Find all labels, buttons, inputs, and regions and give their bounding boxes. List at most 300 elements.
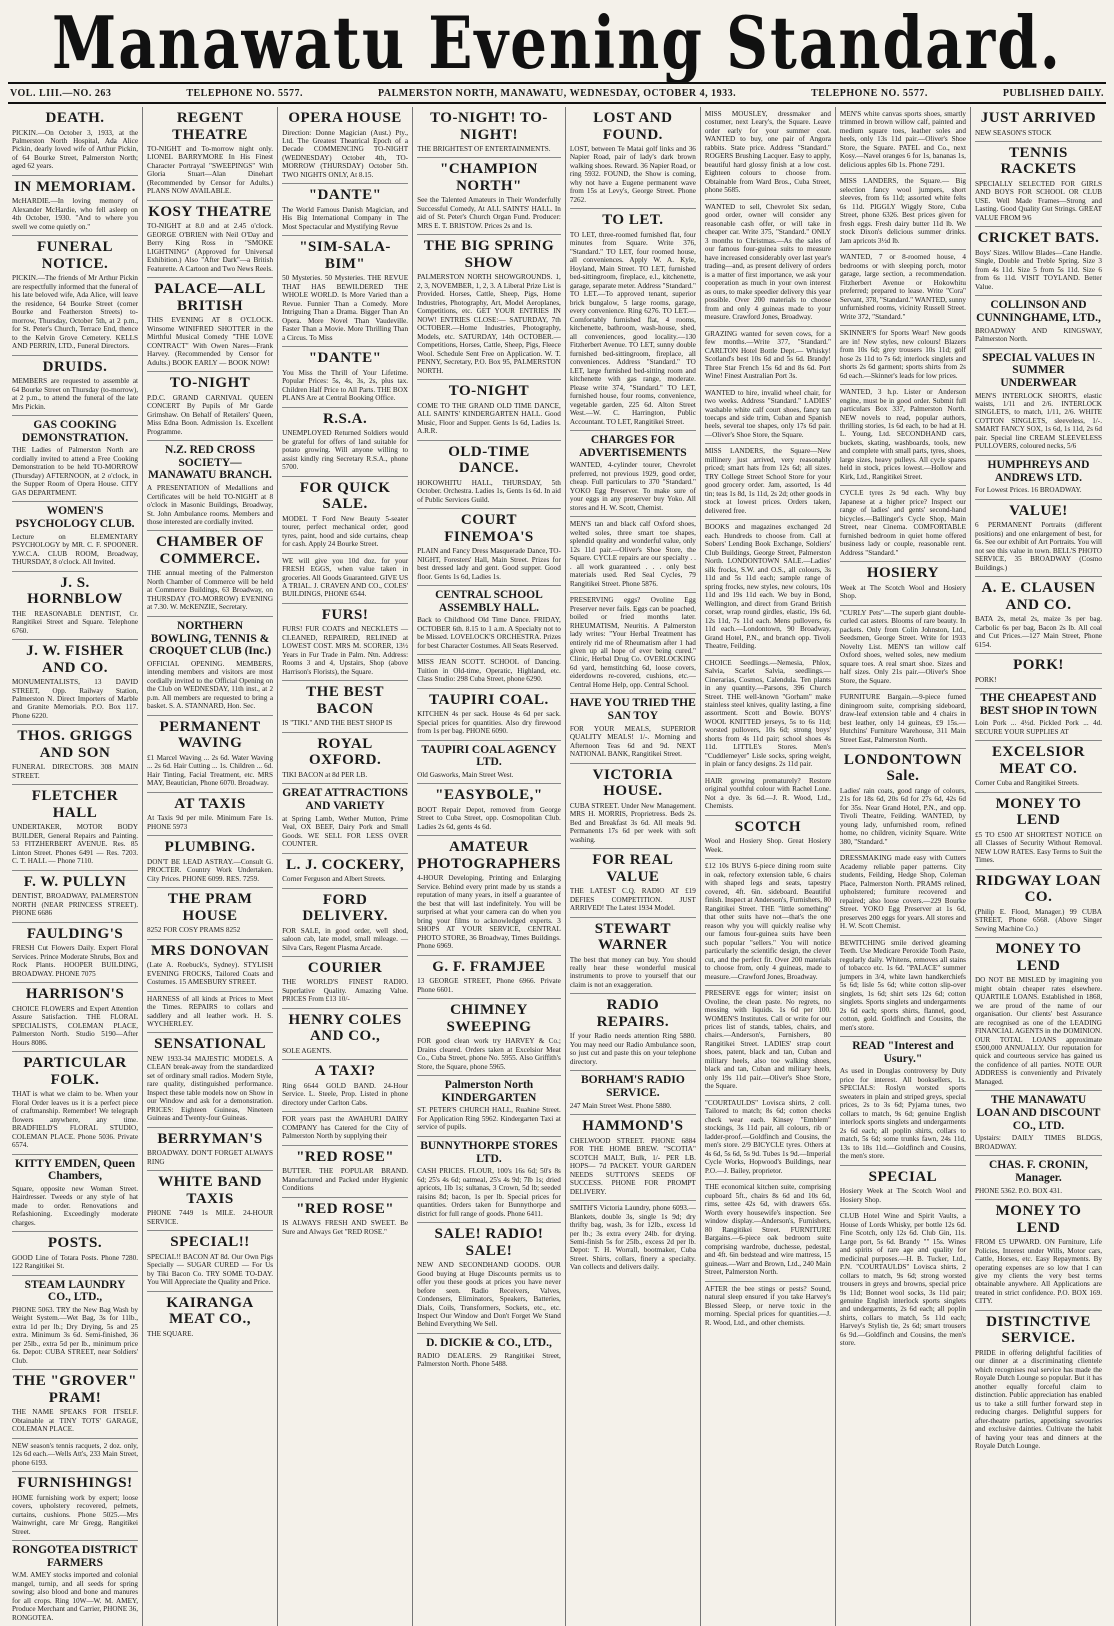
advertisement-heading: BORHAM'S RADIO SERVICE.	[580, 1074, 685, 1100]
advertisement-heading: CHAMBER OF COMMERCE.	[156, 534, 264, 567]
advertisement-heading: MONEY TO LEND	[995, 795, 1082, 829]
advertisement	[570, 1071, 696, 1115]
advertisement	[570, 209, 696, 431]
advertisement	[282, 347, 408, 407]
advertisement	[705, 520, 831, 655]
advertisement	[840, 562, 966, 605]
advertisement-text: PHONE 5362. P.O. BOX 431.	[974, 1186, 1063, 1195]
advertisement-heading: A. E. CLAUSEN AND CO.	[981, 580, 1096, 613]
advertisement-text: Corner Ferguson and Albert Streets.	[282, 875, 386, 884]
advertisement-text: £12 10s BUYS 6-piece dining room suite in oak, refectory extension table, 6 chairs with shaped legs and seats, tapestry covered, 4ft. 6in. sideboard. Beautiful finish. Inspect at Anderson's, Furnishers, 80 Rangitikei Street. THE "little something" that other suits have not—that's the one reason why you will quickly realise why our famous four-guinea suits have been such popular "sellers." You will notice particularly the scientific design, the clever cut, and the perfect fit. Over 200 materials to choose from, only 4 guineas, made to measure.—Crawford Jones, Broadway.	[704, 862, 831, 981]
advertisement-heading: A TAXI?	[314, 1063, 376, 1080]
advertisement-heading: PARTICULAR FOLK.	[23, 1055, 127, 1088]
column-2	[143, 107, 278, 1626]
advertisement-heading: TAUPIRI COAL AGENCY LTD.	[421, 743, 557, 769]
advertisement	[705, 386, 831, 445]
advertisement-heading: NORTHERN BOWLING, TENNIS & CROQUET CLUB (Inc.)	[148, 619, 272, 658]
advertisement-text: If your Radio needs attention Ring 5880. You may need our Radio Ambulance soon, so just cut and paste this on your telephone directory.	[569, 1032, 696, 1066]
advertisement	[417, 509, 561, 586]
advertisement-text: 247 Main Street West. Phone 5880.	[569, 1101, 672, 1110]
advertisement-text: "COURTAULDS" Lovisca shirts, 2 coll. Tailored to match; 8s 6d; cotton checks check wear each. Kinsey "Emblem" stockings, 3s 11d pair, all colours, rib or ladder-proof.—Goldfinch and Cousins, the men's store. 2/9 BICYCLE tyres. Others at 4s 6d, 5s 6d, 5s 9d. Tubes 1s 9d.—Imperial Cycle Works, Hopwood's Buildings, near P.O.—J. Bailey, proprietor.	[704, 1098, 831, 1175]
advertisement-heading: RONGOTEA DISTRICT FARMERS	[12, 1544, 138, 1569]
advertisement	[840, 174, 966, 250]
advertisement-heading: HARRISON'S	[25, 986, 125, 1003]
advertisement	[12, 1276, 138, 1371]
advertisement-text: FOR years past the AWAHURI DAIRY COMPANY has Catered for the City of Palmerston North by supplying their	[282, 1115, 409, 1141]
advertisement-text: THE LATEST C.Q. RADIO AT £19 DEFIES COMPETITION. JUST ARRIVED! The Latest 1934 Model.	[569, 887, 696, 913]
advertisement-text: PHONE 7449 1s MILE. 24-HOUR SERVICE.	[147, 1209, 274, 1226]
advertisement	[705, 1096, 831, 1180]
advertisement-heading: CENTRAL SCHOOL ASSEMBLY HALL.	[435, 589, 543, 614]
advertisement-heading: CRICKET BATS.	[977, 230, 1100, 247]
advertisement	[570, 593, 696, 694]
advertisement	[12, 785, 138, 870]
advertisement-heading: LOST AND FOUND.	[593, 110, 673, 143]
advertisement-text: 6 PERMANENT Portraits (different positions) and one enlargement of best, for 6s. See our exhibit of Art Portraits. You will not see this value in town. BELL'S PHOTO SERVICE, 35 BROADWAY (Cosmo Buildings.)	[974, 521, 1102, 572]
advertisement	[417, 836, 561, 955]
advertisement-heading: COURIER	[307, 959, 383, 976]
advertisement-heading: PERMANENT WAVING	[159, 718, 261, 752]
advertisement	[12, 1472, 138, 1541]
advertisement-text: £5 TO £500 AT SHORTEST NOTICE on all Classes of Security Without Removal. NEW LOW RATES. Easy Terms to Suit the Times.	[974, 830, 1102, 865]
advertisement-text: WANTED, 7 or 8-roomed house, 4 bedrooms or with sleeping porch, motor garage, large section, a recommendation. Fitzherbert Avenue or Hokowhitu preferred; prepared to lease. Write "Cora" Servant, 378, "Standard." WANTED, sunny unfurnished rooms, vicinity Russell Street. Write 372, "Standard."	[839, 253, 966, 321]
advertisement-heading: SENSATIONAL	[154, 1036, 266, 1053]
advertisement	[570, 107, 696, 209]
advertisement	[570, 849, 696, 917]
advertisement	[147, 940, 273, 992]
advertisement	[282, 604, 408, 681]
advertisement-text: THE NAME SPEAKS FOR ITSELF. Obtainable at TINY TOTS' GARAGE, COLEMAN PLACE.	[12, 1408, 139, 1434]
advertisement	[417, 655, 561, 688]
column-7	[836, 107, 971, 1626]
advertisement-heading: Palmerston North KINDERGARTEN	[441, 1079, 537, 1104]
advertisement-text: SPECIAL!! BACON AT 8d. Our Own Pigs Specially — SUGAR CURED — For Us by Tiki Bacon Co. TRY SOME TO-DAY. You Will Appreciate the Quality and Price.	[147, 1252, 274, 1287]
advertisement-text: UNEMPLOYED Returned Soldiers would be grateful for offers of land suitable for potato growing. Will anyone willing to assist kindly ring Secretary R.S.A., phone 5700.	[282, 429, 409, 472]
advertisement-text: THE annual meeting of the Palmerston North Chamber of Commerce will be held at Commerce Buildings, 63 Broadway, on THURSDAY (TO-MORROW) EVENING at 7.30. W. McKENZIE, Secretary.	[147, 569, 274, 612]
advertisement-text: THE economical kitchen suite, comprising cupboard 5ft., chairs 8s 6d and 10s 6d, rims, settee 42s 6d, with drawers 65s. Worth every housewife's inspection. See window display.—Anderson's, Furnishers, 80 Rangitikei Street. FURNITURE Bargains.—6-piece oak bedroom suite comprising wardrobe, duchesse, pedestal, and 4ft. 6in bedstead and wire mattress, 15 guineas.—Warr and Brown, Ltd., 240 Main Street, Palmerston North.	[704, 1183, 831, 1277]
advertisement-text: SMITH'S Victoria Laundry, phone 6093.—Blankets, double 3s, single 1s 9d; dry thrifty bag, wash, 3s for 12lb., excess 1d per lb.; 3s extra every 24lb. for drying. Semi-finish 5s for 25lb., excess 2d per lb. Depot: T. H. Worrall, bootmaker, Cuba Street. Shirts, collars, finery a specialty. Van collects and delivers daily.	[569, 1204, 696, 1272]
advertisement-text: Wool and Hosiery Shop. Great Hosiery Week.	[704, 837, 831, 854]
advertisement-text: 4-HOUR Developing, Printing and Enlarging Service. Behind every print made by us stands a reputation of many years, in itself a guarantee of the best that will last indefinitely. You will be surprised at what your camera can do when you bring your films to acknowledged experts. 3 SHOPS AT YOUR SERVICE, CENTRAL PHOTO STORE, 36 Broadway, Times Buildings. Phone 6969.	[417, 874, 561, 951]
advertisement-heading: DRUIDS.	[42, 358, 108, 375]
advertisement	[840, 1037, 966, 1166]
advertisement	[12, 1052, 138, 1154]
advertisement-text: DO NOT BE MISLED by imagining you might obtain cheaper rates elsewhere. QUARTILE LOANS. Established in 1868, we are proud of the name of our organisation. Our clients' best Assurance are recognised as one of the LEADING FINANCIAL AGENTS in the DOMINION. OUR TOTAL LOANS approximate £500,000 ANNUALLY. Our reputation for quick and courteous service has gained us the confidence of all parties. NOTE OUR ADDRESS is conveniently and Privately Managed.	[974, 976, 1102, 1086]
advertisement	[147, 201, 273, 278]
advertisement	[282, 408, 408, 477]
advertisement-heading: THE MANAWATU LOAN AND DISCOUNT CO., LTD.	[976, 1094, 1101, 1132]
advertisement-heading: FORD DELIVERY.	[302, 891, 388, 925]
advertisement-text: FOR YOUR MEALS, SUPERIOR QUALITY MEALS! 1/-. Morning and Afternoon Teas 6d and 9d. NEXT NATIONAL BANK, Rangitikei Street.	[569, 724, 696, 759]
advertisement-heading: AT TAXIS	[174, 795, 246, 812]
advertisement-heading: "DANTE"	[308, 350, 382, 367]
advertisement	[282, 1146, 408, 1198]
advertisement-text: PRIDE in offering delightful facilities of our dinner at a discriminating clientele which recognises real service has made the Royale Dutch Lounge so popular. But it has another equally forceful claim to distinction. Public appreciation has enabled us to take a still further forward step in reducing charges. Delightful suppers for after-theatre parties, appetising savouries and exclusive dainties. Cultivate the habit of having your teas and dinners at the Royale Dutch Lounge.	[974, 1348, 1102, 1451]
advertisement-heading: POSTS.	[47, 1235, 103, 1252]
columns	[8, 107, 1106, 1622]
advertisement-text: Direction: Donne Magician (Aust.) Pty., Ltd. The Greatest Theatrical Epoch of a Decade COMMENCING TO-NIGHT (WEDNESDAY) October 4th, TO-MORROW (THURSDAY) October 5th. TWO NIGHTS ONLY, At 8.15.	[282, 128, 409, 179]
advertisement-text: THE REASONABLE DENTIST, Cr. Rangitikei Street and Square. Telephone 6760.	[12, 609, 139, 635]
advertisement	[975, 107, 1102, 142]
advertisement-text: CASH PRICES. FLOUR, 100's 16s 6d; 50's 8s 6d; 25's 4s 6d; oatmeal, 25's 4s 9d; 7lb 1s; dried apricots, 1lb 1s; sultanas, 3 Crown, 5d lb; seeded raisins 8d; bacon, 1s per lb. Special prices for quantities. Orders taken for Bunnythorpe and district for full range of goods. Phone 6411.	[417, 1167, 561, 1218]
advertisement-text: MEN'S white canvas sports shoes, smartly trimmed in brown willow calf, painted and medium square toes, leather soles and heels, only 13s 11d pair.—Oliver's Shoe Store, the Square. PATEL and Co., next Kosy.—Navel oranges 6 for 1s, bananas 1s, delicious apples 6lb 1s. Phone 7291.	[839, 110, 966, 169]
advertisement	[840, 1166, 966, 1209]
advertisement-text: Square, opposite new Woman Street. Hairdresser. Tweeds or any style of hat made to order. Renovations and Refashioning. Exceedingly moderate charges.	[12, 1184, 139, 1227]
advertisement-text: The World Famous Danish Magician, and His Big International Company in The Most Spectacular and Mystifying Revue	[282, 205, 409, 231]
advertisement	[282, 854, 408, 889]
advertisement	[417, 1137, 561, 1223]
advertisement	[705, 327, 831, 386]
advertisement	[975, 296, 1102, 348]
advertisement	[840, 250, 966, 326]
advertisement-text: PALMERSTON NORTH SHOWGROUNDS. 1, 2, 3, NOVEMBER, 1, 2, 3. A Liberal Prize List is Provided. Horses, Cattle, Sheep, Pigs, Home Industries, Photography, Art, Model Aeroplanes, Competitions, etc. GET YOUR ENTRIES IN NOW! ENTRIES CLOSE:— SATURDAY, 7th OCTOBER.—Home Industries, Photography, Models, etc. SATURDAY, 14th OCTOBER.—Competitions, Horses, Cattle, Sheep, Pigs, Fleece Wool. Schedule Sent Free on Application. W. T. PENNY, Secretary, P.O. Box 95, PALMERSTON NORTH.	[417, 273, 561, 375]
advertisement-heading: AMATEUR PHOTOGRAPHERS	[417, 839, 561, 872]
advertisement	[975, 577, 1102, 654]
advertisement	[975, 142, 1102, 227]
advertisement	[975, 1200, 1102, 1311]
advertisement	[282, 889, 408, 957]
advertisement	[975, 870, 1102, 938]
advertisement-text: McHARDIE.—In loving memory of Alexander McHardie, who fell asleep on 4th October, 1930. "And to where you swell we come quietly on."	[12, 197, 139, 231]
advertisement-text: COME TO THE GRAND OLD TIME DANCE, ALL SAINTS' KINDERGARTEN HALL. Good Music, Floor and Supper. Gents 1s 6d, Ladies 1s. A.R.R.	[417, 401, 561, 436]
advertisement-heading: KITTY EMDEN, Queen Chambers,	[15, 1157, 136, 1183]
advertisement	[147, 793, 273, 836]
advertisement-text: CYCLE tyres 2s 9d each. Why buy Japanese at a higher price? Inspect our range of ladies' and gents' second-hand bicycles.—Ballinger's Cycle Shop, Main Street, near Cinema. COMFORTABLE furnished bedroom in quiet home offered business lady or couple, reasonable rent. Address "Standard."	[839, 489, 966, 557]
advertisement-heading: OPERA HOUSE	[288, 110, 402, 126]
advertisement-heading: BUNNYTHORPE STORES LTD.	[420, 1139, 558, 1165]
advertisement-text: FROM £5 UPWARD. ON Furniture, Life Policies, Interest under Wills, Motor cars, Cattle, Horses, etc. Easy Repayments. By operating expenses are so low that I can give my clients the very best terms obtainable anywhere. All Applications are treated in strict confidence. P.O. BOX 169. CITY.	[974, 1238, 1102, 1306]
advertisement	[282, 733, 408, 784]
advertisement-heading: GAS COOKING DEMONSTRATION.	[21, 419, 129, 444]
advertisement	[705, 986, 831, 1096]
advertisement-text: MISS LANDERS, the Square.— Big selection fancy wool jumpers, short sleeves, from 6s 11d; assorted white felts 6s 11d. PIGGLY Wiggly Store, Cuba Street, phone 6326. Best prices given for fresh eggs. Fresh dairy butter 11d lb. We stock Dixon's delicious summer drinks. Jam apricots 3½d lb.	[839, 177, 966, 245]
advertisement	[282, 236, 408, 347]
advertisement-text: DRESSMAKING made easy with Cutters Academy reliable paper patterns. City students, Feilding, Hedge Shop, Coleman Place, Palmerston North. PRAMS relined, upholstered; furniture recovered and repaired; also loose covers.—229 Bourke Street. YOKO Egg Preserver at 1s 6d, preserves 200 eggs for years. All stores and H. W. Scott Chemist.	[839, 854, 966, 931]
advertisement	[975, 1156, 1102, 1200]
advertisement-heading: N.Z. RED CROSS SOCIETY— MANAWATU BRANCH.	[148, 444, 272, 482]
advertisement	[147, 836, 273, 888]
advertisement-heading: MRS DONOVAN	[150, 942, 270, 959]
advertisement-heading: "SIM-SALA-BIM"	[299, 239, 391, 272]
advertisement-text: (Philip E. Flood, Manager.) 99 CUBA STREET, Phone 6568. (Above Singer Sewing Machine Co.)	[974, 907, 1102, 933]
advertisement-heading: KAIRANGA MEAT CO.,	[166, 1294, 254, 1328]
advertisement-text: FUNERAL DIRECTORS. 308 MAIN STREET.	[12, 763, 139, 780]
advertisement	[417, 784, 561, 836]
advertisement-heading: FOR REAL VALUE	[592, 852, 674, 885]
advertisement-text: BOOKS and magazines exchanged 2d each. Hundreds to choose from. Call at Sobers' Lending Book Exchange, Soldiers' Club Buildings, George Street, Palmerston North. LONDONTOWN SALE.—Ladies' silk frocks, S.W. and O.S., all colours, 3s 11d and 5s 11d each; sample range of spring frocks, new styles, new colours, 10s 11d and 19s 11d each. We buy in Bond, Wellington, and direct from Grand British corset, wrap round girdles, elastic, 19s 6d, 12s 11d, 7s 11d each. Mens pullovers, 6s 11d each.—Londontown, 90 Broadway, Grand Hotel, P.N., and branch opp. Tivoli Theatre, Feilding.	[704, 523, 831, 651]
advertisement-heading: FLETCHER HALL	[31, 788, 119, 821]
advertisement-heading: THE CHEAPEST AND BEST SHOP IN TOWN	[979, 691, 1098, 717]
advertisement-text: THIS EVENING AT 8 O'CLOCK. Winsome WINIFRED SHOTTER in the Mirthful Musical Comedy "THE LOVE CONTRACT" With Owen Nares—Frank Harvey. (Recommended by Censor for Adults.) BOOK EARLY — BOOK NOW!	[147, 316, 274, 367]
advertisement	[417, 158, 561, 235]
advertisement-heading: JUST ARRIVED	[980, 110, 1097, 126]
advertisement	[12, 176, 138, 236]
advertisement-heading: CHAS. F. CRONIN, Manager.	[989, 1159, 1088, 1184]
advertisement-heading: HAMMOND'S	[582, 1118, 684, 1135]
advertisement-text: FRESH Cut Flowers Daily. Expert Floral Services. Prince Moderate Shrubs, Box and Rock Plants. HOOPER BUILDING, BROADWAY. PHONE 7075	[12, 944, 139, 978]
advertisement	[570, 694, 696, 763]
advertisement-heading: KOSY THEATRE	[148, 203, 272, 220]
advertisement-text: LOST, between Te Matai golf links and 36 Napier Road, pair of lady's dark brown walking shoes. Reward. 36 Napier Road, or ring 5932. FOUND, the Show is coming, why not have a Eugene permanent wave from 15s at Levy's, George Street. Phone 7262.	[569, 145, 696, 204]
advertisement-heading: "CHAMPION NORTH"	[440, 161, 538, 194]
advertisement-text: See the Talented Amateurs in Their Wonderfully Successful Comedy, At ALL SAINTS' HALL. In aid of St. Peter's Church Organ Fund. Producer: MRS E. T. BRISTOW. Prices 2s and 1s.	[417, 196, 561, 230]
advertisement-text: MEMBERS are requested to assemble at 64 Bourke Street on Thursday (to-morrow), at 2 p.m., to attend the funeral of the late Mrs Pickin.	[12, 377, 139, 411]
advertisement-text: PHONE 5063. TRY the New Bag Wash by Weight System.—Wet Bag, 3s for 11lb., extra 1d per lb.; Dry Drying, 5s and 25 extra. Minimum 3s 6d. Semi-finished, 36 per 25lb., extra 5d per lb., minimum price 6s. Depot: CUBA STREET, near Soldiers' Club.	[12, 1305, 139, 1365]
advertisement	[12, 236, 138, 355]
advertisement-text: KITCHEN 4s per sack. House 4s 6d per sack. Special prices for quantities. Also dry firewood from 1s per bag. PHONE 6090.	[417, 710, 561, 736]
advertisement-text: WANTED, 3 h.p. Lister or Anderson engine, must be in good order. Submit full particulars Box 337, Palmerston North. NEW novels to read, popular authors, thrilling stories, 1s 6d each, to be had at H. L. Young, Ltd. SECONDHAND cars, buckets, skating, washboards, tools, new and complete with small parts, tyres, shoes, large sizes, heavy pulleys. All cycle spares held in stock, prices lowest.—Hollow and Kirk, Ltd., Rangitikei Street.	[839, 388, 966, 481]
advertisement-text: TIKI BACON at 8d PER LB.	[282, 770, 368, 779]
advertisement-text: As used in Douglas controversy by Duty price for interest. All booksellers, 1s. SPECIALS: Roslyn worsted sports sweaters in plain and striped greys, special prices, 2s to 3s 6d; Pyjama tunes, two collars to match, 9s 6d; genuine English interlock sports singlets and undergarments 2s 6d each; all poplin shirts, collars to match, 5s 6d; some trunks fawn, 24s 11d, 13s to 18s 11d.—Goldfinch and Cousins, the men's store.	[839, 1067, 966, 1161]
advertisement	[12, 107, 138, 176]
advertisement	[705, 200, 831, 327]
advertisement	[840, 326, 966, 385]
advertisement-text: UNDERTAKER, MOTOR BODY BUILDER, General Repairs and Painting. 53 FITZHERBERT AVENUE. Res. 85 Linton Street. Phones 6491 — Res. 7203. C. T. HALL — Phone 7110.	[12, 823, 139, 866]
advertisement	[705, 656, 831, 774]
advertisement-text: IS "TIKI." AND THE BEST SHOP IS	[282, 719, 393, 728]
advertisement-heading: "RED ROSE"	[296, 1200, 395, 1217]
advertisement-heading: MONEY TO LEND	[995, 941, 1082, 974]
advertisement	[975, 227, 1102, 296]
advertisement-text: FURS! FUR COATS and NECKLETS —CLEANED, REPAIRED, RELINED at LOWEST COST. MRS M. SCORER, 13½ Years in Fur Trade in Palm. Ntn. Address: Rooms 3 and 4, Upstairs, Shop (above Harrison's Florists), the Square.	[282, 625, 409, 676]
advertisement-text: Ladies' rain coats, good range of colours, 21s for 18s 6d, 20s 6d for 27s 6d, 42s 6d for 35s. Near Grand Hotel, P.N., and opp. Tivoli Theatre, Feilding. WANTED, by young lady, unfurnished room, refined home, no children, vicinity Square. Write 380, "Standard."	[839, 786, 966, 846]
advertisement-text: £1 Marcel Waving ... 2s 6d. Water Waving ... 2s 6d. Hair Cutting ... 1s. Children ... 6d. Hair Tinting, Facial Treatment, etc. MRS MAY, Beautician, Phone 6070. Broadway.	[147, 753, 274, 788]
advertisement-heading: PALACE—ALL BRITISH	[154, 281, 266, 314]
advertisement-heading: SPECIAL VALUES IN SUMMER UNDERWEAR	[982, 351, 1095, 389]
advertisement-heading: RIDGWAY LOAN CO.	[975, 872, 1102, 906]
advertisement-text: RADIO DEALERS. 29 Rangitikei Street, Palmerston North. Phone 5488.	[417, 1351, 561, 1369]
advertisement-heading: FOR QUICK SALE.	[299, 479, 391, 513]
advertisement-heading: PLUMBING.	[164, 839, 256, 856]
column-5	[566, 107, 701, 1626]
advertisement	[570, 994, 696, 1071]
advertisement	[147, 531, 273, 616]
advertisement-text: at Spring Lamb, Wether Mutton, Prime Veal, OX BEEF, Dairy Pork and Small Goods. WE SELL FOR LESS OVER COUNTER.	[282, 814, 409, 849]
advertisement-heading: HAVE YOU TRIED THE SAN TOY	[569, 697, 696, 723]
advertisement-text: FOR SALE, in good order, well shod, saloon cab, late model, small mileage. —Silva Cars, Regent Plasma Arcade.	[282, 926, 409, 952]
advertisement-heading: THE "GROVER" PRAM!	[13, 1373, 137, 1406]
advertisement	[975, 793, 1102, 870]
advertisement-text: A PRESENTATION of Medallions and Certificates will be held TO-NIGHT at 8 o'clock in Masonic Buildings, Broadway, St. John Ambulance rooms. Members and those interested are cordially invited.	[147, 484, 274, 526]
advertisement-text: 8252 FOR COSY PRAMS 8252	[147, 926, 241, 935]
advertisement-heading: CHARGES FOR ADVERTISEMENTS	[579, 434, 687, 459]
advertisement	[570, 431, 696, 517]
advertisement	[975, 938, 1102, 1091]
advertisement-text: FOR good clean work try HARVEY & Co.; Drains cleared. Orders taken at Excelsior Meat Co., Cuba Street, phone No. 5955. Also Griffith's Store, the Square, phone 5965.	[417, 1037, 561, 1071]
advertisement-text: MISS JEAN SCOTT. SCHOOL of Dancing. Tuition in Old-time, Operatic, Highland, etc. Class Studio: 298 Cuba Street, phone 6290.	[417, 658, 561, 684]
advertisement-text: The best that money can buy. You should really hear these wonderful musical instruments to prove to yourself that our claim is not an exaggeration.	[569, 955, 696, 989]
advertisement-text: Boys' Sizes. Willow Blades—Cane Handle. Single, Double and Treble Spring. Size 3 from 4s 11d. Size 5 from 5s 11d. Size 6 from 6s 11d. VISIT TOYLAND. Better Value.	[974, 248, 1102, 291]
advertisement-text: W.M. AMEY stocks imported and colonial mangel, turnip, and all seeds for spring sowing; also blood and bone and manures for all crops. Ring 10W—W. M. AMEY, Produce Merchant and Carrier, PHONE 36, RONGOTEA.	[12, 1571, 139, 1622]
advertisement-text: NEW AND SECONDHAND GOODS. OUR Good buying at Huge Discounts permits us to offer you these goods at prices you have never before seen. Radio Receivers, Valves, Condensers, Eliminators, Speakers, Batteries, Dials, Coils, Transformers, Sockets, etc., etc. Inspect Our Window and Don't Forget We Stand Behind Everything We Sell.	[417, 1261, 561, 1329]
advertisement	[12, 1541, 138, 1626]
advertisement	[12, 572, 138, 640]
advertisement	[12, 923, 138, 983]
advertisement-heading: DISTINCTIVE SERVICE.	[986, 1313, 1091, 1347]
telephone-left: TELEPHONE NO. 5577.	[186, 87, 304, 99]
advertisement	[975, 689, 1102, 741]
advertisement	[282, 107, 408, 184]
advertisement-text: CUBA STREET. Under New Management. MRS H. MORRIS, Proprietress. Beds 2s. Bed and Breakfast 3s 6d. All meals 9d. Permanents 17s 6d per week with soft washing.	[569, 801, 696, 844]
advertisement-text: THAT is what we claim to be. When your Floral Order leaves us it is a perfect piece of craftmanship. Remember! We telegraph flowers anywhere, any time. BRADFIELD'S FLORAL STUDIO, COLEMAN PLACE. Phone 5036. Private 6574.	[12, 1090, 139, 1150]
advertisement-text: BOOT Repair Depot, removed from George Street to Cuba Street, opp. Cosmopolitan Club. Ladies 2s 6d, gents 4s 6d.	[417, 805, 561, 831]
column-4	[413, 107, 566, 1626]
advertisement	[282, 184, 408, 236]
advertisement	[705, 444, 831, 520]
advertisement	[705, 774, 831, 816]
advertisement-text: Upstairs: DAILY TIMES BLDGS, BROADWAY.	[974, 1134, 1102, 1151]
advertisement-heading: TAUPIRI COAL.	[429, 691, 549, 708]
advertisement	[417, 1334, 561, 1373]
advertisement-text: MISS MOUSLEY, dressmaker and costumer, next Leary's, the Square. Leave order early for your summer coat. WANTED to buy, one pair of Angora rabbits. State price. Address "Standard." ROGERS Brushing Lacquer. Easy to apply, beautiful hard glossy finish at a low cost. Eighteen colours to choose from. Obtainable from Ward Bros., Cuba Street, phone 5685.	[704, 110, 831, 195]
advertisement-heading: "DANTE"	[308, 187, 382, 204]
advertisement	[840, 385, 966, 486]
advertisement-text: WANTED to hire, invalid wheel chair, for two weeks. Address "Standard." LADIES' washable white calf court shoes, fancy tan toecaps and side trim, Cuban and Spanish heels, several toe shapes, only 17s 6d pair.—Oliver's Shoe Store, the Square.	[704, 388, 831, 439]
advertisement	[417, 107, 561, 158]
advertisement-text: IS ALWAYS FRESH AND SWEET. Be Sure and Always Get "RED ROSE."	[282, 1219, 409, 1236]
advertisement-text: TO-NIGHT at 8.0 and at 2.45 o'clock. GEORGE O'BRIEN with Neil O'Day and Berry King Ross in "SMOKE LIGHTNING" (Approved for Universal Exhibition.) Also "After Dark"—a British Featurette. A Cartoon and Two News Reels.	[147, 222, 274, 273]
advertisement-text: BUTTER. THE POPULAR BRAND. Manufactured and Packed under Hygienic Conditions	[282, 1167, 409, 1193]
advertisement	[840, 690, 966, 749]
advertisement-text: AFTER the bee stings or pests? Sound, natural sleep ensured if you take Harvey's Blessed Sleep, or nerve toxic in the morning. Special prices for quantities.—J. R. Wood, Ltd., and other chemists.	[704, 1284, 831, 1327]
advertisement	[147, 1292, 273, 1342]
advertisement	[147, 1231, 273, 1291]
column-3	[278, 107, 413, 1626]
advertisement-text: THE Ladies of Palmerston North are cordially invited to attend a Free Cooking Demonstration to be held TO-MORROW (Thursday) AFTERNOON, at 2 o'clock, in the Supper Room of Opera House. CITY GAS DEPARTMENT.	[12, 446, 139, 497]
advertisement	[12, 1439, 138, 1472]
advertisement-heading: F. W. PULLYN	[23, 873, 127, 890]
advertisement	[147, 1171, 273, 1231]
advertisement-text: MEN'S tan and black calf Oxford shoes, welted soles, three smart toe shapes, splendid quality and wonderful value, only 12s 11d pair.—Oliver's Shoe Store, the Square. CYCLE repairs are our specialty . . . all work guaranteed . . . only best materials used. Red Seal Cycles, 79 Rangitikei Street. Phone 5876.	[569, 520, 696, 588]
advertisement	[417, 1223, 561, 1334]
advertisement	[282, 477, 408, 554]
advertisement-text: NEW 1933-34 MAJESTIC MODELS. A CLEAN break-away from the standardized set of ordinary small radios. Modern Style, rare quality, distinguished performance. Inspect these table models now on Show in our Window and ask for a demonstration. PRICES: Eighteen Guineas, Nineteen Guineas and Twenty-four Guineas.	[147, 1054, 274, 1123]
advertisement	[147, 992, 273, 1034]
advertisement	[12, 640, 138, 725]
advertisement	[840, 936, 966, 1037]
advertisement-heading: SALE! RADIO! SALE!	[434, 1226, 544, 1259]
column-8	[971, 107, 1106, 1626]
advertisement	[147, 716, 273, 793]
advertisement-heading: OLD-TIME DANCE.	[448, 443, 530, 477]
advertisement	[147, 278, 273, 372]
advertisement	[975, 349, 1102, 456]
advertisement	[282, 1112, 408, 1145]
advertisement-heading: "EASYBOLE,"	[435, 787, 543, 804]
advertisement-heading: D. DICKIE & CO., LTD.,	[426, 1336, 552, 1349]
advertisement-text: Old Gasworks, Main Street West.	[417, 770, 514, 779]
advertisement-text: NEW SEASON'S STOCK	[974, 128, 1052, 137]
advertisement-heading: TO LET.	[602, 212, 664, 229]
advertisement-heading: VALUE!	[1009, 502, 1068, 519]
advertisement-heading: THE BEST BACON	[306, 684, 384, 717]
advertisement-text: THE SQUARE.	[147, 1329, 194, 1338]
advertisement-heading: DEATH.	[45, 110, 105, 126]
advertisement	[705, 107, 831, 200]
advertisement-heading: FURS!	[321, 606, 369, 623]
advertisement-text: BROADWAY. DON'T FORGET ALWAYS RING	[147, 1149, 274, 1166]
advertisement	[840, 851, 966, 935]
advertisement-heading: THOS. GRIGGS AND SON	[17, 728, 133, 761]
advertisement-heading: "RED ROSE"	[296, 1148, 395, 1165]
advertisement-heading: HUMPHREYS AND ANDREWS LTD.	[987, 458, 1090, 484]
advertisement	[840, 1209, 966, 1352]
advertisement-text: BROADWAY AND KINGSWAY, Palmerston North.	[974, 326, 1102, 344]
advertisement-heading: FAULDING'S	[26, 925, 124, 942]
advertisement	[147, 107, 273, 201]
advertisement-text: PORK!	[974, 675, 997, 684]
advertisement-text: Week at The Scotch Wool and Hosiery Shop.	[839, 583, 966, 601]
advertisement	[417, 380, 561, 440]
advertisement	[12, 1370, 138, 1438]
advertisement-text: BEWITCHING smile derived gleaming Teeth. Use Medicare Peroxide Tooth Paste, regularly daily. Whitens, removes all stains of tobacco etc. 1s 6d. "PALACE" summer jumpers in 3/4, white lawn handkerchiefs 5s 6d; lisle 5s 6d; white cotton slip-over singlets, 1s 6d; shirt sets 12s 6d; cotton singlets. Sports singlets and undergarments 2s 6d each; sports shirts, flannel, good, cotton, gold. Goldfinch and Cousins, the men's store.	[839, 938, 966, 1032]
column-6	[701, 107, 836, 1626]
advertisement-text: PRESERVING eggs? Ovoline Egg Preserver never fails. Eggs can be poached, boiled or fried months later. RHEUMATISM, Neuritis. A Palmerston lady writes: "Your Herbal Treatment has entirely rid me of Rheumatism after 1 had given up all hope of ever being cured." Clinic, Herbal Drug Co. OVERLOCKING 6d yard, hemstitching 6d, loose covers, eiderdowns re-covered, cushions, etc.—Central Home Help, opp. Central School.	[569, 596, 696, 689]
advertisement-text: Loin Pork ... 4½d. Pickled Pork ... 4d. SECURE YOUR SUPPLIES AT	[974, 719, 1102, 736]
advertisement	[417, 1076, 561, 1137]
advertisement-text: FURNITURE Bargain.—9-piece fumed diningroom suite, comprising sideboard, draw-leaf extension table and 4 chairs in best leather, only 14 guineas, £9 15s.—Hutchins' Furniture Warehouse, 311 Main Street East, Palmerston North.	[839, 693, 966, 744]
advertisement-heading: RADIO REPAIRS.	[596, 997, 670, 1030]
advertisement-heading: WHITE BAND TAXIS	[158, 1174, 262, 1207]
advertisement	[975, 654, 1102, 689]
published-daily: PUBLISHED DAILY.	[1002, 87, 1104, 99]
advertisement-text: THE WORLD'S FINEST RADIO. Superlative Quality. Amazing Value. PRICES From £13 10/-	[282, 978, 409, 1004]
advertisement-text: Ring 6644 GOLD BAND. 24-Hour Service. L. Steele, Prop. Listed in phone directory under Carlton Cabs.	[282, 1081, 409, 1107]
advertisement-heading: STEWART WARNER	[594, 920, 672, 954]
advertisement	[12, 1155, 138, 1233]
advertisement-text: CHOICE Seedlings.—Nemesia, Phlox, Salvia, Scarlet Salvia, seedlings.—Cinerarias, Cosmos, Calendula. Ten plants in any quantity.—Parsons, 396 Church Street. THE well-known "Gorham" make stainless steel knives, quality lasting, a fine assortment. Scott and Bowie. BOYS' WOOL KNITTED jerseys, 5s to 6s 11d; worsted pullovers, 10s 6d; strong boys' shorts from 4s 11d pair; school shoes 4s 11d. LITTLE's Stores. Men's "Cuddlemeyer" Lisle socks, spring weight, in plain or fancy designs. 2s 11d pair.	[704, 658, 831, 769]
advertisement	[570, 918, 696, 995]
advertisement-heading: THE BIG SPRING SHOW	[423, 238, 555, 271]
advertisement	[840, 486, 966, 562]
advertisement	[147, 617, 273, 716]
advertisement-text: HOME furnishing work by expert; loose covers, upholstery recovered, pelmets, curtains, cushions. Phone 5025.—Mrs Wainwright, care Mr Gregg, Rangitikei Street.	[12, 1493, 139, 1536]
advertisement	[417, 741, 561, 785]
advertisement	[705, 816, 831, 859]
advertisement-heading: J. S. HORNBLOW	[27, 574, 123, 608]
advertisement-text: Corner Cuba and Rangitikei Streets.	[974, 779, 1079, 788]
advertisement-heading: FUNERAL NOTICE.	[37, 239, 114, 272]
advertisement-text: CHELWOOD STREET. PHONE 6884 FOR THE HOME BREW. "SCOTIA" SCOTCH MALT, Bulk, 1/- PER LB. HOPS— 7d PACKET. YOUR GARDEN NEEDS SUTTON'S SEEDS OF SUCCESS. PHONE FOR PROMPT DELIVERY.	[569, 1136, 696, 1196]
advertisement-heading: G. F. FRAMJEE	[432, 958, 546, 975]
advertisement-text: SPECIALLY SELECTED FOR GIRLS AND BOYS FOR SCHOOL OR CLUB USE. Well Made Frames—Strong and Lasting. Good Quality Gut Strings. GREAT VALUE FROM 9/6	[974, 179, 1102, 222]
advertisement-heading: READ "Interest and Usury."	[852, 1040, 954, 1065]
advertisement-text: SOLE AGENTS.	[282, 1046, 332, 1055]
advertisement	[282, 681, 408, 732]
advertisement-text: For Lowest Prices. 16 BROADWAY.	[974, 486, 1082, 495]
advertisement-text: 50 Mysteries. 50 Mysteries. THE REVUE THAT HAS BEWILDERED THE WHOLE WORLD. Is More Varied than a Revue. Funnier Than a Comedy. More Intriguing Than a Drama. Bigger Than An Opera. More Novel Than Vaudeville. Faster Than a Movie. More Thrilling Than a Circus. To Miss	[282, 274, 409, 342]
advertisement	[282, 957, 408, 1009]
advertisement	[975, 741, 1102, 792]
advertisement-text: DENTIST, BROADWAY, PALMERSTON NORTH (NEAR PRINCESS STREET). PHONE 6686	[12, 892, 139, 918]
advertisement	[282, 1060, 408, 1112]
advertisement-text: GRAZING wanted for seven cows, for a few months.—Write 377, "Standard." CARLTON Hotel Bottle Dept.— Whisky! Scotland's best 10s 6d and 5s 6d. Brandy! Three Star French 15s 6d and 8s 6d. Port Wine! Finest Australian Port 3s.	[704, 329, 831, 381]
advertisement-text: At Taxis 9d per mile. Minimum Fare 1s. PHONE 5973	[147, 814, 274, 831]
advertisement	[417, 586, 561, 655]
advertisement-text: "CURLY Pets"—The superb giant double-curled cat asters. Blooms of rare beauty. In packets. Only from Colin Johnston, Ltd., Seedsmen, George Street. Write for 1933 Novelty List. MEN'S tan willow calf Oxford shoes, welted soles, new medium square toes. A real smart shoe. Sizes and half sizes. Only 21s pair.—Oliver's Shoe Store, the Square.	[839, 608, 966, 685]
advertisement-text: OFFICIAL OPENING. MEMBERS, intending members and visitors are most cordially invited to the Official Opening on the Club on WEDNESDAY, 11th inst., at 2 p.m. All members are requested to bring a basket. S. A. STANNARD, Hon. Sec.	[147, 659, 274, 711]
advertisement-text: PLAIN and Fancy Dress Masquerade Dance, TO-NIGHT, Foresters' Hall, Main Street. Prizes for best dressed lady and gent. Good supper. Good floor. Gents 1s 6d, Ladies 1s.	[417, 547, 561, 581]
advertisement-text: WANTED, 4-cylinder tourer, Chevrolet preferred, not previous 1929, good order, cheap. Full particulars to 370 "Standard." YOKO Egg Preserver. To make sure of your eggs in any preserver buy Yoko. All stores and H. W. Scott, Chemist.	[569, 461, 696, 512]
advertisement	[570, 517, 696, 593]
advertisement-heading: MONEY TO LEND	[995, 1203, 1082, 1236]
advertisement-text: PRESERVE eggs for winter; insist on Ovoline, the clean paste. No regrets, no messing with liquids. 1s 6d per 100. WOMEN'S Institutes. Call or write for our prices list of stands, tables, chairs, and chairs.—Anderson's, Furnishers, 80 Rangitikei Street. LADIES' strap court shoes, patent, black and tan, Cuban and military heels, also toe walking shoes, black and tan, Cuban and military heels, only 19s 11d pair.—Oliver's Shoe Store, the Square.	[704, 989, 831, 1091]
advertisement-text: NEW season's tennis racquets, 2 doz. only, 12s 6d each.—Wells Att's, 233 Main Street, phone 6193.	[12, 1441, 139, 1467]
volume-number: VOL. LIII.—NO. 263	[10, 87, 112, 99]
advertisement-heading: TO-NIGHT	[448, 383, 530, 400]
advertisement-heading: THE PRAM HOUSE	[167, 891, 253, 924]
advertisement-heading: BERRYMAN'S	[157, 1130, 263, 1147]
